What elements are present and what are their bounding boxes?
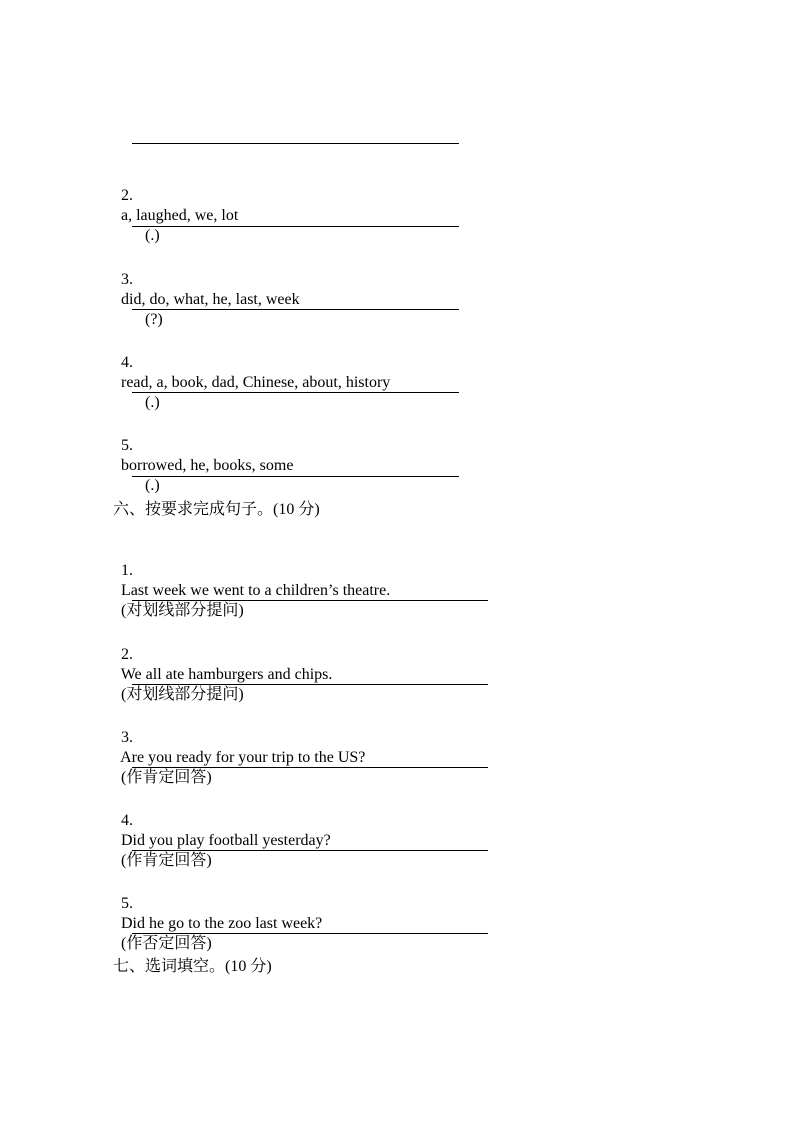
question-sentence: Did he go to the zoo last week? <box>121 915 323 932</box>
answer-line[interactable] <box>132 684 488 685</box>
scrambled-words: did, do, what, he, last, week <box>121 291 300 308</box>
question-number: 4. <box>121 812 133 829</box>
punctuation-hint: (.) <box>145 477 160 494</box>
scrambled-words: a, laughed, we, lot <box>121 207 239 224</box>
question-item <box>113 874 322 954</box>
answer-line[interactable] <box>132 600 488 601</box>
answer-line[interactable] <box>132 143 459 144</box>
answer-line[interactable] <box>132 933 488 934</box>
question-item <box>113 166 238 246</box>
punctuation-hint: (.) <box>145 227 160 244</box>
question-sentence: Last week we went to a children’s theatre. <box>121 582 391 599</box>
answer-line[interactable] <box>132 850 488 851</box>
answer-line[interactable] <box>132 476 459 477</box>
question-number: 1. <box>121 562 133 579</box>
question-number: 3. <box>121 729 133 746</box>
question-item <box>113 625 332 705</box>
answer-line[interactable] <box>132 309 459 310</box>
question-item <box>113 791 331 871</box>
section-title: 七、选词填空。(10 分) <box>113 958 272 975</box>
question-item <box>113 541 390 621</box>
question-sentence: Are you ready for your trip to the US? <box>120 749 366 766</box>
question-item <box>113 416 293 496</box>
question-item <box>113 708 365 788</box>
instruction-hint: (作否定回答) <box>121 935 212 952</box>
instruction-hint: (作肯定回答) <box>121 769 212 786</box>
question-number: 5. <box>121 895 133 912</box>
scrambled-words: borrowed, he, books, some <box>121 457 294 474</box>
punctuation-hint: (.) <box>145 394 160 411</box>
answer-line[interactable] <box>132 226 459 227</box>
instruction-hint: (对划线部分提问) <box>121 686 244 703</box>
punctuation-hint: (?) <box>145 311 163 328</box>
instruction-hint: (对划线部分提问) <box>121 602 244 619</box>
question-sentence: Did you play football yesterday? <box>121 832 331 849</box>
question-item <box>113 250 300 330</box>
question-number: 2. <box>121 646 133 663</box>
question-number: 3. <box>121 271 133 288</box>
question-sentence: We all ate hamburgers and chips. <box>120 666 333 683</box>
section-title: 六、按要求完成句子。(10 分) <box>113 501 320 518</box>
answer-line[interactable] <box>132 767 488 768</box>
scrambled-words: read, a, book, dad, Chinese, about, history <box>121 374 391 391</box>
answer-line[interactable] <box>132 392 459 393</box>
instruction-hint: (作肯定回答) <box>121 852 212 869</box>
question-number: 2. <box>121 187 133 204</box>
question-number: 4. <box>121 354 133 371</box>
question-number: 5. <box>121 437 133 454</box>
question-item <box>113 333 390 413</box>
